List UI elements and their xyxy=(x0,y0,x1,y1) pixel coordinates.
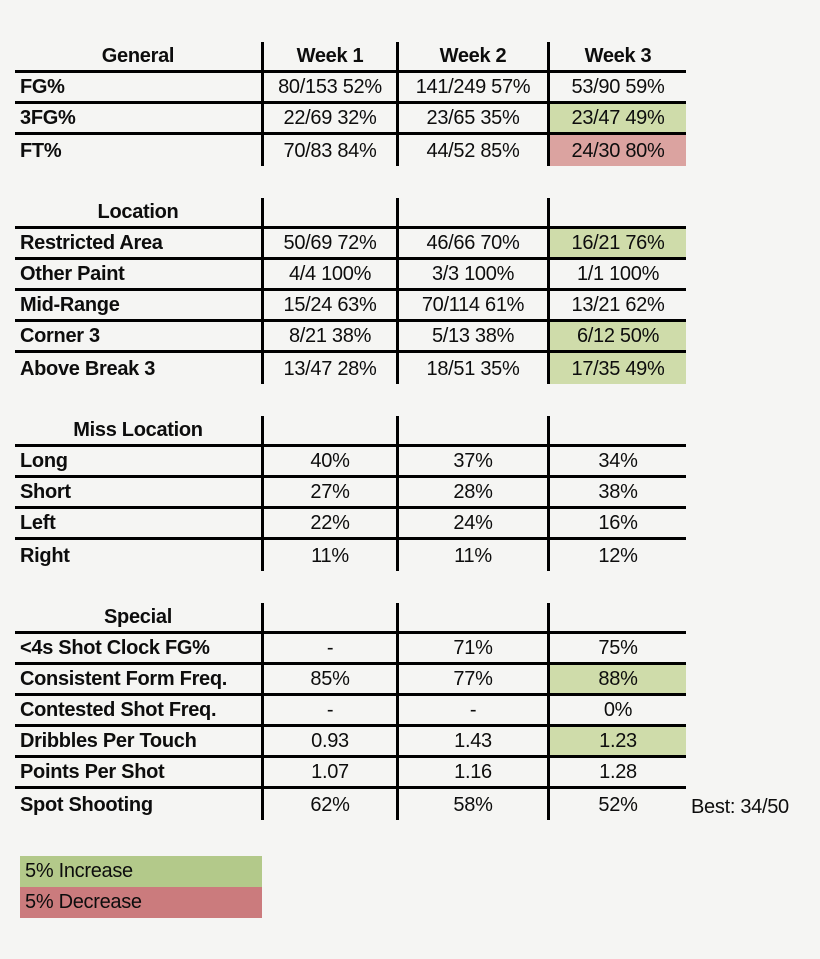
table-row xyxy=(15,229,686,260)
section-title: Location xyxy=(97,201,179,223)
row-label: Points Per Shot xyxy=(20,761,165,783)
value-cell: 58% xyxy=(396,789,547,820)
week-header xyxy=(261,198,396,226)
value-cell: 17/35 49% xyxy=(547,353,686,384)
week-header: Week 2 xyxy=(396,42,547,70)
value-cell: 11% xyxy=(396,540,547,571)
table-row xyxy=(15,509,686,540)
table-row xyxy=(15,727,686,758)
value-cell: 34% xyxy=(547,447,686,475)
row-label: <4s Shot Clock FG% xyxy=(20,637,210,659)
table-row xyxy=(15,291,686,322)
value-cell: 141/249 57% xyxy=(396,73,547,101)
legend-decrease-swatch: 5% Decrease xyxy=(20,887,262,918)
row-label: Left xyxy=(20,512,56,534)
value-cell: 0.93 xyxy=(261,727,396,755)
value-cell: 13/21 62% xyxy=(547,291,686,319)
table-row xyxy=(15,540,686,571)
week-header xyxy=(261,603,396,631)
table-row xyxy=(15,758,686,789)
value-cell: 11% xyxy=(261,540,396,571)
value-cell: 37% xyxy=(396,447,547,475)
row-label: Restricted Area xyxy=(20,232,163,254)
value-cell: - xyxy=(261,634,396,662)
section-location xyxy=(15,198,686,384)
value-cell: 22% xyxy=(261,509,396,537)
week-header: Week 1 xyxy=(261,42,396,70)
value-cell: 24/30 80% xyxy=(547,135,686,166)
value-cell: 27% xyxy=(261,478,396,506)
value-cell: 1.23 xyxy=(547,727,686,755)
section-miss-location xyxy=(15,416,686,571)
week-header xyxy=(261,416,396,444)
section-header-row xyxy=(15,416,686,447)
value-cell: 70/114 61% xyxy=(396,291,547,319)
section-header-row xyxy=(15,42,686,73)
row-label: FT% xyxy=(20,139,62,162)
value-cell: 53/90 59% xyxy=(547,73,686,101)
value-cell: 24% xyxy=(396,509,547,537)
week-header xyxy=(396,198,547,226)
value-cell: 28% xyxy=(396,478,547,506)
table-row xyxy=(15,665,686,696)
value-cell: 50/69 72% xyxy=(261,229,396,257)
legend-increase-swatch: 5% Increase xyxy=(20,856,262,887)
section-header-row xyxy=(15,198,686,229)
value-cell: 16% xyxy=(547,509,686,537)
value-cell: 52% xyxy=(547,789,686,820)
section-header-row xyxy=(15,603,686,634)
value-cell: 1/1 100% xyxy=(547,260,686,288)
week-header xyxy=(547,603,686,631)
table-row xyxy=(15,73,686,104)
value-cell: 40% xyxy=(261,447,396,475)
best-note: Best: 34/50 xyxy=(691,796,789,818)
value-cell: 71% xyxy=(396,634,547,662)
table-row xyxy=(15,135,686,166)
stats-table xyxy=(15,42,686,852)
table-row xyxy=(15,447,686,478)
value-cell: 5/13 38% xyxy=(396,322,547,350)
section-title: Miss Location xyxy=(73,419,203,441)
table-row xyxy=(15,260,686,291)
value-cell: 1.16 xyxy=(396,758,547,786)
row-label: Spot Shooting xyxy=(20,793,153,816)
value-cell: 8/21 38% xyxy=(261,322,396,350)
value-cell: 75% xyxy=(547,634,686,662)
value-cell: 1.07 xyxy=(261,758,396,786)
value-cell: - xyxy=(396,696,547,724)
value-cell: 23/47 49% xyxy=(547,104,686,132)
row-label: Short xyxy=(20,481,71,503)
table-row xyxy=(15,322,686,353)
value-cell: 1.43 xyxy=(396,727,547,755)
table-row xyxy=(15,353,686,384)
value-cell: 62% xyxy=(261,789,396,820)
row-label: Long xyxy=(20,450,68,472)
row-label: Consistent Form Freq. xyxy=(20,668,228,690)
table-row xyxy=(15,634,686,665)
row-label: Other Paint xyxy=(20,263,125,285)
table-row xyxy=(15,789,686,820)
row-label: Mid-Range xyxy=(20,294,120,316)
value-cell: 70/83 84% xyxy=(261,135,396,166)
week-header xyxy=(396,603,547,631)
value-cell: 13/47 28% xyxy=(261,353,396,384)
value-cell: 38% xyxy=(547,478,686,506)
legend xyxy=(20,856,262,918)
value-cell: - xyxy=(261,696,396,724)
value-cell: 4/4 100% xyxy=(261,260,396,288)
value-cell: 15/24 63% xyxy=(261,291,396,319)
section-title: Special xyxy=(104,606,172,628)
table-row xyxy=(15,478,686,509)
row-label: Dribbles Per Touch xyxy=(20,730,197,752)
value-cell: 0% xyxy=(547,696,686,724)
value-cell: 22/69 32% xyxy=(261,104,396,132)
value-cell: 16/21 76% xyxy=(547,229,686,257)
row-label: 3FG% xyxy=(20,107,76,129)
week-header xyxy=(547,416,686,444)
value-cell: 88% xyxy=(547,665,686,693)
value-cell: 77% xyxy=(396,665,547,693)
row-label: FG% xyxy=(20,76,65,98)
value-cell: 18/51 35% xyxy=(396,353,547,384)
value-cell: 6/12 50% xyxy=(547,322,686,350)
section-general xyxy=(15,42,686,166)
week-header: Week 3 xyxy=(547,42,686,70)
table-row xyxy=(15,696,686,727)
row-label: Right xyxy=(20,544,70,567)
week-header xyxy=(396,416,547,444)
row-label: Above Break 3 xyxy=(20,357,156,380)
section-special xyxy=(15,603,686,820)
value-cell: 46/66 70% xyxy=(396,229,547,257)
table-row xyxy=(15,104,686,135)
value-cell: 80/153 52% xyxy=(261,73,396,101)
value-cell: 85% xyxy=(261,665,396,693)
row-label: Corner 3 xyxy=(20,325,100,347)
value-cell: 12% xyxy=(547,540,686,571)
value-cell: 23/65 35% xyxy=(396,104,547,132)
value-cell: 1.28 xyxy=(547,758,686,786)
value-cell: 3/3 100% xyxy=(396,260,547,288)
row-label: Contested Shot Freq. xyxy=(20,699,217,721)
week-header xyxy=(547,198,686,226)
value-cell: 44/52 85% xyxy=(396,135,547,166)
section-title: General xyxy=(101,45,175,67)
